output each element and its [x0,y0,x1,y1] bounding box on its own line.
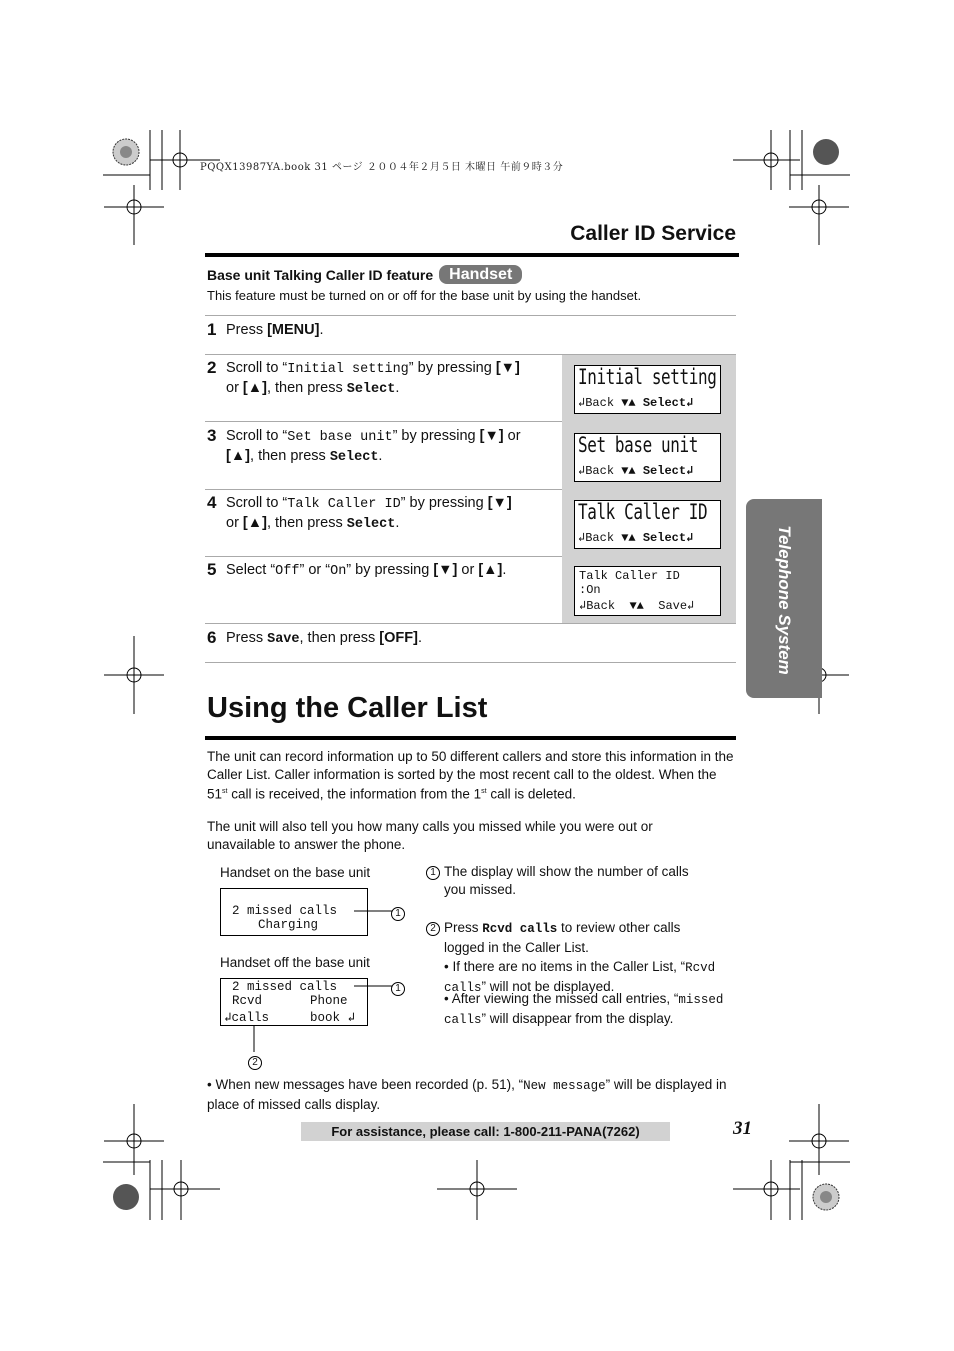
step-body: Scroll to “Talk Caller ID” by pressing [▼] or [▲], then press Select. [226,495,512,532]
step-number: 3 [207,426,217,445]
display-line: ↲calls [224,1011,270,1025]
on-base-label: Handset on the base unit [220,865,371,880]
callout-1-marker: 1 [391,904,409,922]
lcd-line-2: :On [579,583,601,597]
lcd-main-text: Talk Caller ID [578,500,708,524]
display-line: book ↲ [310,1011,356,1025]
bullet-no-items: • If there are no items in the Caller List, “Rcvd calls” will not be displayed. [444,959,716,995]
note-2 [426,919,726,955]
feature-heading-text: Base unit Talking Caller ID feature [207,267,434,283]
note-1 [426,863,726,897]
callout-number: 2 [426,922,440,936]
book-info: PQQX13987YA.book 31 ページ ２００４年２月５日 木曜日 午前９時３分 [200,162,564,173]
step-number: 5 [207,560,217,579]
caller-list-title: Using the Caller List [207,692,488,724]
lcd-softkeys: ↲Back ▼▲ Select↲ [578,464,694,478]
callout-number: 1 [426,866,440,880]
feature-description: This feature must be turned on or off for the base unit by using the handset. [207,288,642,303]
caller-list-paragraph-2: The unit will also tell you how many calls you missed while you were out or unavailable to answer the phone. [207,819,653,852]
new-message-note: • When new messages have been recorded (p. 51), “New message” will be displayed in place of missed calls display. [207,1077,727,1112]
bullet-after-viewing: • After viewing the missed call entries, “missed calls” will disappear from the display. [444,991,724,1027]
display-line: Rcvd [232,994,263,1008]
lcd-softkeys: ↲Back ▼▲ Select↲ [578,396,694,410]
section-title: Caller ID Service [570,222,736,245]
lcd-main-text: Set base unit [578,433,698,457]
step-number: 6 [207,628,217,647]
footer-assistance: For assistance, please call: 1-800-211-PANA(7262) [301,1122,670,1141]
step-number: 2 [207,358,217,377]
step-number: 4 [207,493,217,512]
note-text: The display will show the number of calls you missed. [444,864,689,897]
lcd-softkeys: ↲Back ▼▲ Save↲ [579,599,695,613]
display-line: Phone [310,994,348,1008]
lcd-softkeys: ↲Back ▼▲ Select↲ [578,531,694,545]
step-number: 1 [207,320,217,339]
callout-1-marker: 1 [391,979,409,997]
caller-list-paragraph-1: The unit can record information up to 50 different callers and store this information in the Caller List. Caller information is sorted by the most recent call to the oldest. When the 51st call is received, the information from the 1st call is deleted. [207,749,734,802]
handset-badge: Handset [439,265,522,284]
display-line: Charging [258,918,319,932]
display-line: 2 missed calls [232,904,338,918]
off-base-label: Handset off the base unit [220,955,370,970]
display-line: 2 missed calls [232,980,338,994]
page-number: 31 [733,1118,752,1139]
step-body: Scroll to “Set base unit” by pressing [▼] or [▲], then press Select. [226,428,521,465]
lcd-main-text: Initial setting [578,365,717,389]
tab-label: Telephone System [775,525,794,675]
step-body: Select “Off” or “On” by pressing [▼] or [▲]. [226,562,507,579]
callout-2-marker: 2 [248,1053,266,1071]
lcd-line-1: Talk Caller ID [579,569,680,583]
step-body: Press [MENU]. [226,322,324,338]
step-body: Press Save, then press [OFF]. [226,630,422,647]
note-text: Press Rcvd calls to review other calls logged in the Caller List. [444,920,681,955]
step-body: Scroll to “Initial setting” by pressing [▼] or [▲], then press Select. [226,360,520,397]
